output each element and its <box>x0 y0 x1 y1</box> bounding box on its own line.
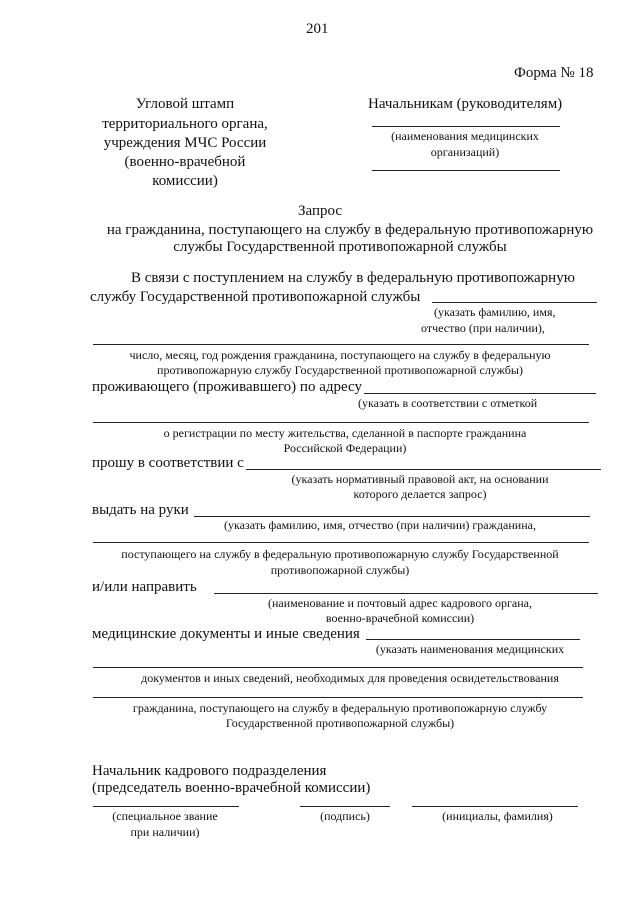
field-hint: (указать фамилию, имя, <box>434 305 556 319</box>
field-hint: поступающего на службу в федеральную противопожарную службу Государственной <box>121 547 559 561</box>
rank-line[interactable] <box>93 806 239 807</box>
body-text: выдать на руки <box>92 502 189 518</box>
addressee-hint: организаций) <box>430 145 500 159</box>
field-hint: военно-врачебной комиссии) <box>325 611 475 625</box>
document-title: Запрос <box>297 203 343 219</box>
field-hint: (указать нормативный правовой акт, на основании <box>291 472 549 486</box>
field-hint: Российской Федерации) <box>283 441 407 455</box>
field-hint: (указать в соответствии с отметкой <box>358 396 538 410</box>
recipient-line[interactable] <box>93 542 589 543</box>
page-number: 201 <box>306 21 329 37</box>
body-text: прошу в соответствии с <box>92 455 244 471</box>
document-subtitle: службы Государственной противопожарной службы <box>173 239 507 255</box>
body-text: и/или направить <box>92 579 197 595</box>
legal-act-line[interactable] <box>246 469 601 470</box>
send-to-line[interactable] <box>214 593 598 594</box>
signature-hint: (подпись) <box>320 809 370 823</box>
addressee-hint: (наименования медицинских <box>391 129 539 143</box>
documents-line[interactable] <box>366 639 580 640</box>
field-hint: отчество (при наличии), <box>421 321 545 335</box>
body-text: медицинские документы и иные сведения <box>92 626 360 642</box>
addressee-title: Начальникам (руководителям) <box>368 96 563 112</box>
signature-title: Начальник кадрового подразделения <box>92 763 327 779</box>
stamp-line: территориального органа, <box>102 116 268 132</box>
address-line[interactable] <box>364 393 596 394</box>
rank-hint: (специальное звание <box>112 809 218 823</box>
field-hint: (указать наименования медицинских <box>375 642 565 656</box>
address-line[interactable] <box>93 422 589 423</box>
field-hint: Государственной противопожарной службы) <box>225 716 455 730</box>
document-subtitle: на гражданина, поступающего на службу в федеральную противопожарную <box>106 222 594 238</box>
recipient-line[interactable] <box>194 516 590 517</box>
field-hint: гражданина, поступающего на службу в федеральную противопожарную службу <box>132 701 548 715</box>
signature-title: (председатель военно-врачебной комиссии) <box>92 780 371 796</box>
body-text: проживающего (проживавшего) по адресу <box>92 379 362 395</box>
rank-hint: при наличии) <box>130 825 200 839</box>
addressee-line[interactable] <box>372 126 560 127</box>
name-hint: (инициалы, фамилия) <box>442 809 553 823</box>
stamp-line: Угловой штамп <box>135 96 235 112</box>
body-text: службу Государственной противопожарной службы <box>90 289 421 305</box>
field-hint: которого делается запрос) <box>353 487 487 501</box>
field-hint: (наименование и почтовый адрес кадрового органа, <box>268 596 532 610</box>
name-line[interactable] <box>412 806 578 807</box>
field-hint: число, месяц, год рождения гражданина, поступающего на службу в федеральную <box>129 348 551 362</box>
stamp-line: учреждения МЧС России <box>103 135 267 151</box>
addressee-line[interactable] <box>372 170 560 171</box>
field-hint: документов и иных сведений, необходимых для проведения освидетельствования <box>141 671 559 685</box>
birth-date-line[interactable] <box>93 344 589 345</box>
documents-line[interactable] <box>93 697 583 698</box>
stamp-line: комиссии) <box>152 173 218 189</box>
field-hint: (указать фамилию, имя, отчество (при наличии) гражданина, <box>224 518 536 532</box>
field-hint: о регистрации по месту жительства, сделанной в паспорте гражданина <box>163 426 527 440</box>
signature-line[interactable] <box>300 806 390 807</box>
form-number: Форма № 18 <box>514 65 594 81</box>
body-text: В связи с поступлением на службу в федеральную противопожарную <box>131 270 575 286</box>
documents-line[interactable] <box>93 667 583 668</box>
stamp-line: (военно-врачебной <box>124 154 246 170</box>
field-hint: противопожарную службу Государственной противопожарной службы) <box>157 363 523 377</box>
field-hint: противопожарной службы) <box>270 563 410 577</box>
fio-line[interactable] <box>432 302 597 303</box>
